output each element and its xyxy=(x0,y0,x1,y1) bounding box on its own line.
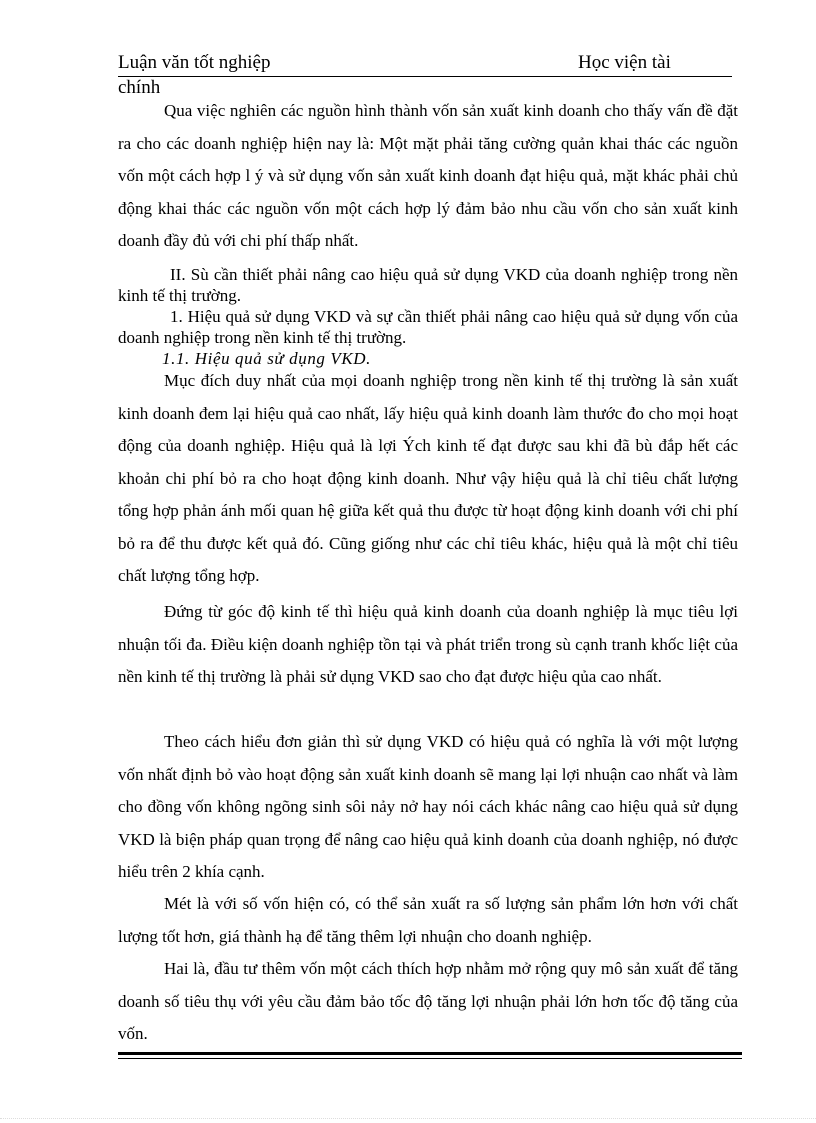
paragraph-simple-understanding: Theo cách hiểu đơn giản thì sử dụng VKD có hiệu quả có nghĩa là với một lượng vốn nhất định bỏ vào hoạt động sản xuất kinh doanh sẽ mang lại lợi nhuận cao nhất và làm cho đồng vốn không ngõng sinh sôi nảy nở hay nói cách khác nâng cao hiệu quả sử dụng VKD là biện pháp quan trọng để nâng cao hiệu quả kinh doanh của doanh nghiệp, nó được hiểu trên 2 khía cạnh. xyxy=(118,732,738,881)
paragraph-business-purpose: Mục đích duy nhất của mọi doanh nghiệp trong nền kinh tế thị trường là sản xuất kinh doanh đem lại hiệu quả cao nhất, lấy hiệu quả kinh doanh làm thước đo cho mọi hoạt động của doanh nghiệp. Hiệu quả là lợi Ých kinh tế đạt được sau khi đã bù đắp hết các khoản chi phí bỏ ra cho hoạt động kinh doanh. Như vậy hiệu quả là chỉ tiêu chất lượng tổng hợp phản ánh mối quan hệ giữa kết quả thu được từ hoạt động kinh doanh với chi phí bỏ ra để thu được kết quả đó. Cũng giống như các chỉ tiêu khác, hiệu quả là một chỉ tiêu chất lượng tổng hợp. xyxy=(118,371,738,585)
paragraph-capital-sources: Qua việc nghiên các nguồn hình thành vốn sản xuất kinh doanh cho thấy vấn đề đặt ra cho các doanh nghiệp hiện nay là: Một mặt phải tăng cường quản khai thác các nguồn vốn một cách hợp l ý và sử dụng vốn sản xuất kinh doanh đạt hiệu quả, mặt khác phải chủ động khai thác các nguồn vốn một cách hợp lý đảm bảo nhu cầu vốn cho sản xuất kinh doanh đầy đủ với chi phí thấp nhất. xyxy=(118,101,738,250)
paragraph-economic-viewpoint: Đứng từ góc độ kinh tế thì hiệu quả kinh doanh của doanh nghiệp là mục tiêu lợi nhuận tối đa. Điều kiện doanh nghiệp tồn tại và phát triển trong sù cạnh tranh khốc liệt của nền kinh tế thị trường là phải sử dụng VKD sao cho đạt được hiệu qủa cao nhất. xyxy=(118,602,738,686)
footer-rule-thick xyxy=(118,1052,742,1055)
section-heading-2: II. Sù cần thiết phải nâng cao hiệu quả sử dụng VKD của doanh nghiệp trong nền kinh tế thị trường. xyxy=(118,265,738,305)
section-heading-2-1: 1. Hiệu quả sử dụng VKD và sự cần thiết phải nâng cao hiệu quả sử dụng vốn của doanh nghiệp trong nền kinh tế thị trường. xyxy=(118,307,738,347)
subsection-heading-1-1: 1.1. Hiệu quả sử dụng VKD. xyxy=(162,349,372,368)
header-thesis-title: Luận văn tốt nghiệp xyxy=(118,52,271,73)
header-institution: Học viện tài xyxy=(578,52,671,73)
page-edge-divider xyxy=(0,1118,816,1119)
header-institution-wrap: chính xyxy=(118,77,161,98)
paragraph-first-aspect: Mét là với số vốn hiện có, có thể sản xuất ra số lượng sản phẩm lớn hơn với chất lượng tốt hơn, giá thành hạ để tăng thêm lợi nhuận cho doanh nghiệp. xyxy=(118,894,738,946)
footer-rule-thin xyxy=(118,1058,742,1059)
page-header xyxy=(118,50,732,77)
paragraph-second-aspect: Hai là, đầu tư thêm vốn một cách thích hợp nhằm mở rộng quy mô sản xuất để tăng doanh số tiêu thụ với yêu cầu đảm bảo tốc độ tăng lợi nhuận phải lớn hơn tốc độ tăng của vốn. xyxy=(118,959,738,1043)
